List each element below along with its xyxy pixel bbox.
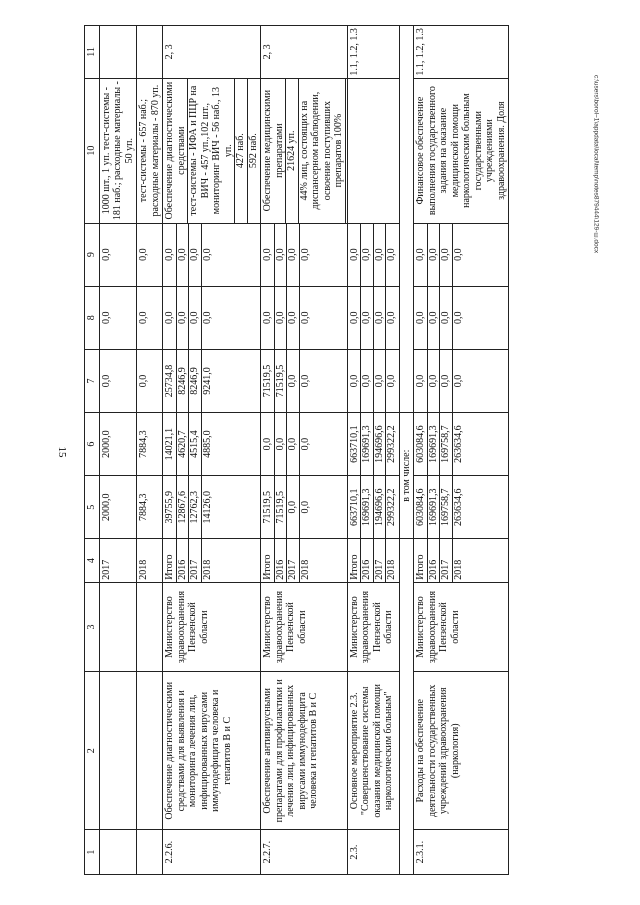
total-amount-cell-value: 299322,2 bbox=[385, 476, 398, 538]
federal-budget-cell bbox=[261, 349, 348, 412]
result-cell-value: 427 наб. bbox=[234, 79, 247, 223]
year-cell-value: 2017 bbox=[100, 559, 112, 580]
indicator-link-cell bbox=[99, 26, 137, 79]
federal-budget-cell-value: 0,0 bbox=[348, 374, 360, 388]
local-budget-cell-value: 0,0 bbox=[286, 287, 299, 349]
year-cell-value: 2017 bbox=[286, 539, 299, 581]
total-amount-cell-value: 0,0 bbox=[299, 476, 312, 538]
other-sources-cell bbox=[347, 223, 399, 286]
total-amount-cell-value: 663710,1 bbox=[348, 488, 360, 527]
result-cell-value: Финансовое обеспечение выполнения государственного задания на оказание медицинской помощи наркологическим больным государственными учреждениями здравоохранения. Доля bbox=[415, 86, 507, 216]
regional-budget-cell bbox=[414, 413, 509, 476]
federal-budget-cell-value: 0,0 bbox=[138, 374, 149, 388]
result-cell-value: 21624 уп. bbox=[285, 79, 298, 223]
total-amount-cell bbox=[163, 476, 261, 539]
total-amount-cell-value: 39755,9 bbox=[164, 491, 175, 524]
header-cell: 1 bbox=[85, 830, 100, 875]
regional-budget-cell-value: 4620,7 bbox=[176, 413, 189, 475]
year-cell bbox=[347, 539, 399, 582]
federal-budget-cell-value: 0,0 bbox=[439, 350, 452, 412]
other-sources-cell-value: 0,0 bbox=[439, 224, 452, 286]
federal-budget-cell-value: 25734,8 bbox=[164, 364, 175, 398]
local-budget-cell-value: 0,0 bbox=[201, 287, 214, 349]
table-body bbox=[85, 26, 509, 875]
indicator-link-cell: 1.1, 1.2, 1.3 bbox=[347, 26, 399, 79]
federal-budget-cell-value: 0,0 bbox=[286, 350, 299, 412]
measure-name-cell: Обеспечение диагностическими средствами для выявления и мониторинга лечения лиц, инфицированных вирусами иммунодефицита человека и гепатитов В и С bbox=[163, 672, 261, 830]
federal-budget-cell-value: 8246,9 bbox=[188, 350, 201, 412]
executor-cell bbox=[137, 582, 163, 672]
other-sources-cell-value: 0,0 bbox=[100, 248, 112, 261]
empty-cell bbox=[399, 539, 414, 875]
result-cell bbox=[261, 78, 348, 223]
header-cell: 2 bbox=[85, 672, 100, 830]
header-cell: 4 bbox=[85, 539, 100, 582]
subtotal-label: в том числе: bbox=[399, 413, 414, 539]
item-number-cell: 2.3. bbox=[347, 830, 399, 875]
local-budget-cell bbox=[261, 286, 348, 349]
table-row bbox=[137, 26, 163, 875]
regional-budget-cell-value: 663710,1 bbox=[348, 425, 360, 463]
local-budget-cell bbox=[137, 286, 163, 349]
local-budget-cell-value: 0,0 bbox=[385, 287, 398, 349]
result-cell-value: Обеспечение медицинскими препаратами bbox=[262, 89, 285, 212]
total-amount-cell-value: 169691,3 bbox=[360, 476, 373, 538]
year-cell-value: 2016 bbox=[274, 539, 287, 581]
measure-name-cell: Основное мероприятие 2.3. "Совершенствование системы оказания медицинской помощи наркологическим больным" bbox=[347, 672, 399, 830]
regional-budget-cell-value: 14021,1 bbox=[164, 427, 175, 461]
indicator-link-cell bbox=[137, 26, 163, 79]
regional-budget-cell bbox=[261, 413, 348, 476]
other-sources-cell-value: 0,0 bbox=[201, 224, 214, 286]
measure-name-cell bbox=[99, 672, 137, 830]
federal-budget-cell-value: 9241,0 bbox=[201, 350, 214, 412]
program-measures-table bbox=[84, 25, 509, 875]
local-budget-cell-value: 0,0 bbox=[188, 287, 201, 349]
other-sources-cell-value: 0,0 bbox=[348, 248, 360, 261]
total-amount-cell-value: 71519,5 bbox=[262, 491, 273, 524]
other-sources-cell bbox=[261, 223, 348, 286]
local-budget-cell-value: 0,0 bbox=[176, 287, 189, 349]
regional-budget-cell-value: 7884,3 bbox=[138, 430, 149, 458]
file-path-footer: c:\users\borol~1\appdata\local\temp\notes879444\129-ш.docx bbox=[592, 75, 600, 254]
header-cell: 7 bbox=[85, 349, 100, 412]
year-cell bbox=[163, 539, 261, 582]
result-cell-value: 592 наб. bbox=[247, 79, 260, 223]
federal-budget-cell-value: 0,0 bbox=[360, 350, 373, 412]
year-cell bbox=[99, 539, 137, 582]
local-budget-cell bbox=[163, 286, 261, 349]
federal-budget-cell bbox=[347, 349, 399, 412]
result-cell bbox=[99, 78, 137, 223]
other-sources-cell-value: 0,0 bbox=[286, 224, 299, 286]
total-amount-cell-value: 603084,6 bbox=[415, 488, 426, 527]
federal-budget-cell-value: 71519,5 bbox=[274, 350, 287, 412]
regional-budget-cell-value: 299322,2 bbox=[385, 413, 398, 475]
year-cell-value: Итого bbox=[262, 554, 273, 580]
total-amount-cell-value: 71519,5 bbox=[274, 476, 287, 538]
regional-budget-cell-value: 263634,6 bbox=[452, 413, 465, 475]
regional-budget-cell bbox=[347, 413, 399, 476]
year-cell-value: 2018 bbox=[452, 539, 465, 581]
federal-budget-cell-value: 0,0 bbox=[385, 350, 398, 412]
result-cell-value: Обеспечение диагностическими средствами bbox=[164, 81, 187, 220]
regional-budget-cell-value: 169691,3 bbox=[427, 413, 440, 475]
total-amount-cell-value: 12762,3 bbox=[188, 476, 201, 538]
local-budget-cell bbox=[99, 286, 137, 349]
header-cell: 6 bbox=[85, 413, 100, 476]
total-amount-cell-value: 2000,0 bbox=[100, 493, 112, 522]
other-sources-cell-value: 0,0 bbox=[373, 224, 386, 286]
year-cell-value: Итого bbox=[164, 554, 175, 580]
local-budget-cell-value: 0,0 bbox=[360, 287, 373, 349]
local-budget-cell-value: 0,0 bbox=[373, 287, 386, 349]
other-sources-cell-value: 0,0 bbox=[299, 224, 312, 286]
federal-budget-cell bbox=[99, 349, 137, 412]
header-cell: 3 bbox=[85, 582, 100, 672]
total-amount-cell-value: 14126,0 bbox=[201, 476, 214, 538]
other-sources-cell-value: 0,0 bbox=[188, 224, 201, 286]
other-sources-cell-value: 0,0 bbox=[164, 248, 175, 261]
federal-budget-cell-value: 0,0 bbox=[299, 350, 312, 412]
year-cell-value: 2017 bbox=[373, 539, 386, 581]
federal-budget-cell-value: 8246,9 bbox=[176, 350, 189, 412]
other-sources-cell-value: 0,0 bbox=[262, 248, 273, 261]
table-row bbox=[163, 26, 261, 875]
other-sources-cell-value: 0,0 bbox=[452, 224, 465, 286]
executor-cell: Министерство здравоохранения Пензенской области bbox=[261, 582, 348, 672]
local-budget-cell-value: 0,0 bbox=[299, 287, 312, 349]
total-amount-cell-value: 194696,6 bbox=[373, 476, 386, 538]
result-cell-value: 1000 шт., 1 уп. тест-системы - 181 наб.; расходные материалы - 50 уп. bbox=[100, 81, 135, 221]
total-amount-cell-value: 7884,3 bbox=[138, 493, 149, 522]
year-cell-value: 2018 bbox=[138, 559, 149, 580]
federal-budget-cell-value: 0,0 bbox=[427, 350, 440, 412]
local-budget-cell-value: 0,0 bbox=[415, 311, 426, 325]
other-sources-cell bbox=[414, 223, 509, 286]
local-budget-cell-value: 0,0 bbox=[100, 311, 112, 325]
federal-budget-cell-value: 0,0 bbox=[415, 374, 426, 388]
result-cell bbox=[137, 78, 163, 223]
other-sources-cell-value: 0,0 bbox=[385, 224, 398, 286]
indicator-link-cell: 2, 3 bbox=[261, 26, 348, 79]
measure-name-cell bbox=[137, 672, 163, 830]
total-amount-cell-value: 169758,7 bbox=[439, 476, 452, 538]
result-cell-value: тест-системы - ИФА и ПЦР на ВИЧ - 457 уп.,102 шт., мониторинг ВИЧ - 56 наб., 13 уп. bbox=[187, 79, 234, 223]
other-sources-cell bbox=[137, 223, 163, 286]
year-cell-value: 2017 bbox=[188, 539, 201, 581]
table-row bbox=[399, 26, 414, 875]
federal-budget-cell-value: 0,0 bbox=[452, 350, 465, 412]
total-amount-cell bbox=[137, 476, 163, 539]
year-cell bbox=[414, 539, 509, 582]
year-cell-value: 2016 bbox=[427, 539, 440, 581]
other-sources-cell-value: 0,0 bbox=[415, 248, 426, 261]
table-row bbox=[99, 26, 137, 875]
total-amount-cell-value: 0,0 bbox=[286, 476, 299, 538]
regional-budget-cell-value: 0,0 bbox=[262, 437, 273, 451]
empty-cell bbox=[399, 26, 414, 413]
year-cell-value: Итого bbox=[415, 554, 426, 580]
executor-cell: Министерство здравоохранения Пензенской области bbox=[347, 582, 399, 672]
item-number-cell bbox=[99, 830, 137, 875]
other-sources-cell bbox=[99, 223, 137, 286]
regional-budget-cell-value: 4515,4 bbox=[188, 413, 201, 475]
regional-budget-cell-value: 194696,6 bbox=[373, 413, 386, 475]
item-number-cell bbox=[137, 830, 163, 875]
year-cell-value: Итого bbox=[348, 554, 360, 580]
header-cell: 11 bbox=[85, 26, 100, 79]
total-amount-cell-value: 169691,3 bbox=[427, 476, 440, 538]
item-number-cell: 2.2.7. bbox=[261, 830, 348, 875]
other-sources-cell-value: 0,0 bbox=[360, 224, 373, 286]
other-sources-cell-value: 0,0 bbox=[176, 224, 189, 286]
regional-budget-cell-value: 603084,6 bbox=[415, 425, 426, 463]
total-amount-cell-value: 12867,6 bbox=[176, 476, 189, 538]
regional-budget-cell bbox=[99, 413, 137, 476]
result-cell-value bbox=[345, 79, 346, 223]
result-cell-value: тест-системы - 657 наб.; расходные материалы - 870 уп. bbox=[138, 84, 161, 217]
total-amount-cell bbox=[347, 476, 399, 539]
regional-budget-cell-value: 169758,7 bbox=[439, 413, 452, 475]
local-budget-cell-value: 0,0 bbox=[262, 311, 273, 325]
year-cell-value: 2018 bbox=[385, 539, 398, 581]
other-sources-cell-value: 0,0 bbox=[427, 224, 440, 286]
header-row bbox=[85, 26, 100, 875]
federal-budget-cell bbox=[414, 349, 509, 412]
regional-budget-cell-value: 4885,0 bbox=[201, 413, 214, 475]
indicator-link-cell: 2, 3 bbox=[163, 26, 261, 79]
indicator-link-cell: 1.1, 1.2, 1.3 bbox=[414, 26, 509, 79]
local-budget-cell-value: 0,0 bbox=[452, 287, 465, 349]
federal-budget-cell-value: 0,0 bbox=[100, 374, 112, 388]
measure-name-cell: Расходы на обеспечение деятельности государственных учреждений здравоохранения (наркология) bbox=[414, 672, 509, 830]
other-sources-cell-value: 0,0 bbox=[138, 248, 149, 261]
regional-budget-cell-value: 0,0 bbox=[299, 413, 312, 475]
item-number-cell: 2.2.6. bbox=[163, 830, 261, 875]
federal-budget-cell-value: 71519,5 bbox=[262, 364, 273, 398]
year-cell-value: 2016 bbox=[360, 539, 373, 581]
regional-budget-cell-value: 0,0 bbox=[274, 413, 287, 475]
other-sources-cell-value: 0,0 bbox=[274, 224, 287, 286]
header-cell: 5 bbox=[85, 476, 100, 539]
header-cell: 10 bbox=[85, 78, 100, 223]
page-number: 15 bbox=[56, 446, 68, 458]
federal-budget-cell bbox=[137, 349, 163, 412]
header-cell: 8 bbox=[85, 286, 100, 349]
executor-cell: Министерство здравоохранения Пензенской области bbox=[163, 582, 261, 672]
table-row bbox=[414, 26, 509, 875]
other-sources-cell bbox=[163, 223, 261, 286]
regional-budget-cell bbox=[137, 413, 163, 476]
local-budget-cell-value: 0,0 bbox=[439, 287, 452, 349]
local-budget-cell bbox=[347, 286, 399, 349]
result-cell-value: 44% лиц, состоящих на диспансерном наблюдении, освоение поступивших препаратов 100% bbox=[298, 79, 345, 223]
regional-budget-cell-value: 2000,0 bbox=[100, 430, 112, 458]
local-budget-cell-value: 0,0 bbox=[274, 287, 287, 349]
year-cell-value: 2018 bbox=[201, 539, 214, 581]
year-cell-value: 2017 bbox=[439, 539, 452, 581]
local-budget-cell-value: 0,0 bbox=[138, 311, 149, 325]
year-cell-value: 2016 bbox=[176, 539, 189, 581]
local-budget-cell-value: 0,0 bbox=[348, 311, 360, 325]
federal-budget-cell-value: 0,0 bbox=[373, 350, 386, 412]
regional-budget-cell-value: 0,0 bbox=[286, 413, 299, 475]
regional-budget-cell bbox=[163, 413, 261, 476]
year-cell bbox=[137, 539, 163, 582]
result-cell bbox=[163, 78, 261, 223]
executor-cell: Министерство здравоохранения Пензенской области bbox=[414, 582, 509, 672]
year-cell-value: 2018 bbox=[299, 539, 312, 581]
total-amount-cell bbox=[414, 476, 509, 539]
item-number-cell: 2.3.1. bbox=[414, 830, 509, 875]
year-cell bbox=[261, 539, 348, 582]
local-budget-cell-value: 0,0 bbox=[427, 287, 440, 349]
measure-name-cell: Обеспечение антивирусными препаратами для профилактики и лечения лиц, инфицированных вирусами иммунодефицита человека и гепатитов В и С bbox=[261, 672, 348, 830]
total-amount-cell bbox=[261, 476, 348, 539]
table-row bbox=[347, 26, 399, 875]
total-amount-cell-value: 263634,6 bbox=[452, 476, 465, 538]
result-cell bbox=[414, 78, 509, 223]
total-amount-cell bbox=[99, 476, 137, 539]
result-cell bbox=[347, 78, 399, 223]
local-budget-cell-value: 0,0 bbox=[164, 311, 175, 325]
executor-cell bbox=[99, 582, 137, 672]
local-budget-cell bbox=[414, 286, 509, 349]
federal-budget-cell bbox=[163, 349, 261, 412]
header-cell: 9 bbox=[85, 223, 100, 286]
rotated-table-wrapper bbox=[84, 25, 584, 875]
table-row bbox=[261, 26, 348, 875]
regional-budget-cell-value: 169691,3 bbox=[360, 413, 373, 475]
